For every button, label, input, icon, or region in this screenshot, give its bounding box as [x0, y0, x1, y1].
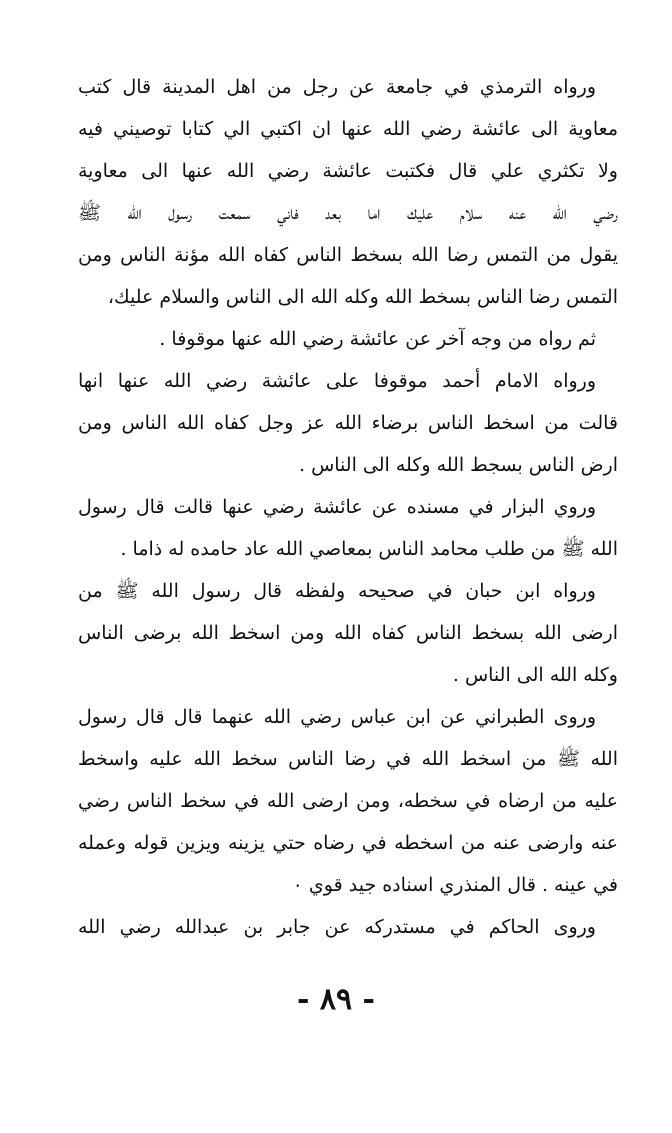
text-line-18: عليه من ارضاه في سخطه، ومن ارضى الله في سخط الناس رضي — [78, 790, 618, 812]
page-number: - ٨٩ - — [296, 982, 376, 1017]
text-line-5: يقول من التمس رضا الله بسخط الناس كفاه الله مؤنة الناس ومن — [78, 244, 618, 266]
text-line-15: وكله الله الى الناس . — [452, 664, 618, 686]
text-line-8: ورواه الامام أحمد موقوفا على عائشة رضي الله عنها انها — [78, 370, 596, 392]
text-line-19: عنه وارضى عنه من اسخطه في رضاه حتي يزينه ويزين قوله وعمله — [78, 832, 618, 854]
text-line-10: ارض الناس بسجط الله وكله الى الناس . — [299, 454, 618, 476]
text-line-17: الله ﷺ من اسخط الله في رضا الناس سخط الله عليه واسخط — [78, 748, 618, 770]
text-line-14: ارضى الله بسخط الناس كفاه الله ومن اسخط الله برضى الناس — [78, 622, 618, 644]
text-line-9: قالت من اسخط الناس برضاء الله عز وجل كفاه الله الناس ومن — [78, 412, 618, 434]
text-line-21: وروى الحاكم في مستدركه عن جابر بن عبدالله رضي الله — [78, 916, 596, 938]
text-line-13: ورواه ابن حبان في صحيحه ولفظه قال رسول الله ﷺ من — [78, 580, 596, 602]
text-line-4: رضي الله عنه سلام عليك اما بعد فاني سمعت رسول الله ﷺ — [78, 202, 618, 224]
text-line-1: ورواه الترمذي في جامعة عن رجل من اهل المدينة قال كتب — [78, 76, 596, 98]
text-line-6: التمس رضا الناس بسخط الله وكله الله الى الناس والسلام عليك، — [107, 286, 618, 308]
text-line-12: الله ﷺ من طلب محامد الناس بمعاصي الله عاد حامده له ذاما . — [120, 538, 618, 560]
text-line-11: وروي البزار في مسنده عن عائشة رضي عنها قالت قال رسول — [78, 496, 596, 518]
text-line-2: معاوية الى عائشة رضي الله عنها ان اكتبي الي كتابا توصيني فيه — [78, 118, 618, 140]
text-line-20: في عينه . قال المنذري اسناده جيد قوي ٠ — [292, 874, 618, 896]
text-line-3: ولا تكثري علي قال فكتبت عائشة رضي الله عنها الى معاوية — [78, 160, 618, 182]
text-line-7: ثم رواه من وجه آخر عن عائشة رضي الله عنها موقوفا . — [159, 328, 596, 350]
text-line-16: وروى الطبراني عن ابن عباس رضي الله عنهما قال قال رسول — [78, 706, 596, 728]
body-text — [78, 66, 618, 948]
